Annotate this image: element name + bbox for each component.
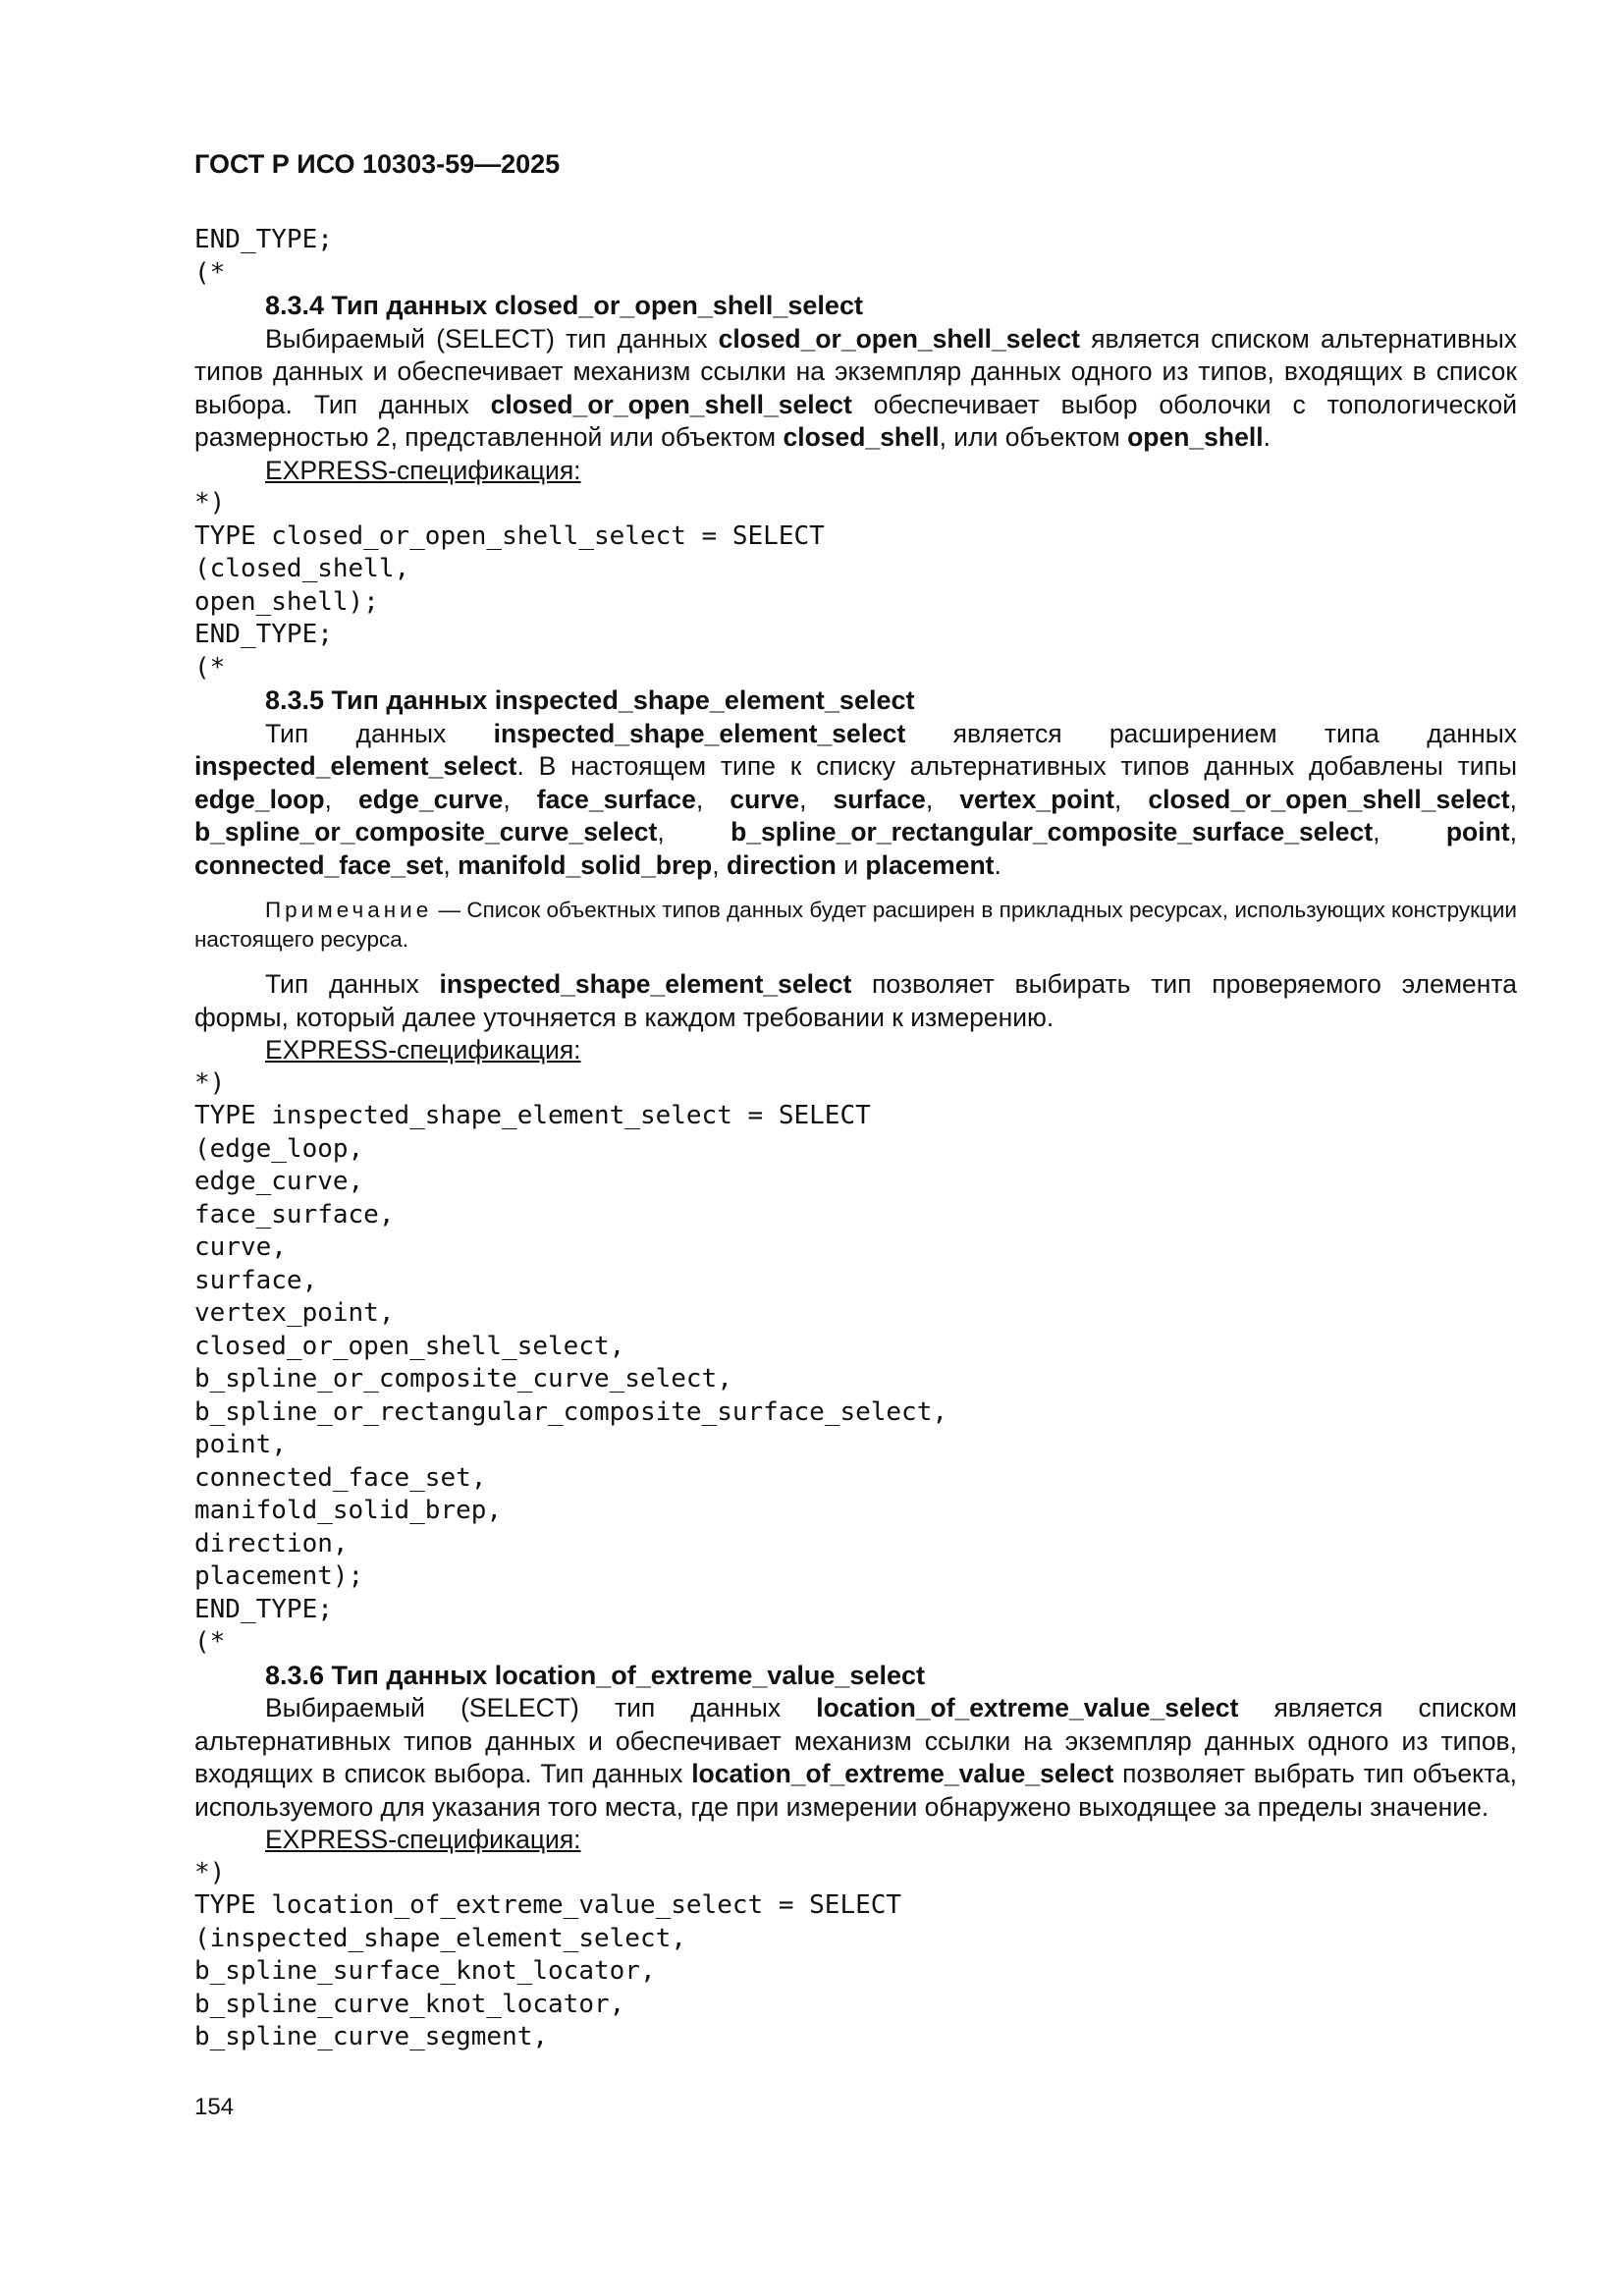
comment-close: *) — [194, 1067, 226, 1098]
express-spec-label: EXPRESS-спецификация: — [265, 1825, 581, 1854]
code-line: TYPE inspected_shape_element_select = SELECT — [194, 1101, 871, 1130]
bold-term: b_spline_or_rectangular_composite_surface_select — [730, 817, 1374, 847]
code-line: placement); — [194, 1561, 364, 1591]
bold-term: inspected_shape_element_select — [439, 969, 852, 999]
text-run: , — [443, 849, 459, 880]
code-line: manifold_solid_brep, — [194, 1496, 503, 1525]
code-line: (closed_shell, — [194, 554, 410, 583]
code-line: surface, — [194, 1265, 318, 1295]
page-content — [194, 224, 1517, 2054]
bold-term: edge_curve — [358, 784, 504, 814]
text-run: и — [836, 849, 866, 880]
code-end-type: END_TYPE; — [194, 620, 333, 649]
code-block-8-3-6 — [194, 1889, 1517, 2054]
bold-term: connected_face_set — [194, 849, 444, 880]
code-line: (inspected_shape_element_select, — [194, 1923, 686, 1953]
code-line: point, — [194, 1430, 287, 1459]
bold-term: closed_shell — [783, 422, 940, 452]
text-run: обеспечивает выбор оболочки с топологической размерностью 2, представленной или объектом — [194, 389, 1517, 452]
section-heading-8-3-6: 8.3.6 Тип данных location_of_extreme_value_select — [265, 1660, 925, 1690]
bold-term: closed_or_open_shell_select — [1148, 784, 1510, 814]
bold-term: location_of_extreme_value_select — [691, 1759, 1114, 1788]
comment-open: (* — [194, 652, 226, 683]
text-run: . — [1263, 422, 1271, 452]
express-spec-label: EXPRESS-спецификация: — [265, 1035, 581, 1065]
code-line: (edge_loop, — [194, 1133, 364, 1164]
comment-close: *) — [194, 1857, 226, 1887]
text-run: . — [994, 849, 1001, 880]
text-run: позволяет выбирать тип проверяемого элемента формы, который далее уточняется в каждом требовании к измерению. — [194, 969, 1517, 1032]
code-block-8-3-4 — [194, 520, 1517, 620]
code-line: vertex_point, — [194, 1298, 395, 1328]
note-text: — Список объектных типов данных будет расширен в прикладных ресурсах, использующих конструкции настоящего ресурса. — [194, 898, 1517, 952]
text-run: , — [695, 784, 730, 814]
code-line: open_shell); — [194, 586, 379, 617]
bold-term: b_spline_or_composite_curve_select — [194, 817, 658, 847]
paragraph-8-3-5-second — [194, 968, 1517, 1034]
bold-term: closed_or_open_shell_select — [490, 389, 852, 419]
bold-term: direction — [726, 849, 837, 880]
code-line: b_spline_curve_segment, — [194, 2022, 549, 2051]
code-end-type: END_TYPE; — [194, 225, 333, 254]
bold-term: inspected_shape_element_select — [493, 718, 906, 748]
bold-term: curve — [730, 784, 800, 814]
bold-term: point — [1445, 817, 1510, 847]
comment-open: (* — [194, 257, 226, 288]
bold-term: inspected_element_select — [194, 751, 517, 781]
text-run: Тип данных — [265, 969, 440, 999]
code-line: face_surface, — [194, 1199, 395, 1230]
text-run: , — [925, 784, 960, 814]
text-run: , — [324, 784, 358, 814]
code-line: b_spline_surface_knot_locator, — [194, 1956, 656, 1986]
code-line: b_spline_or_rectangular_composite_surface_select, — [194, 1396, 948, 1427]
paragraph-8-3-6 — [194, 1692, 1517, 1824]
text-run: . В настоящем типе к списку альтернативных типов данных добавлены типы — [516, 751, 1517, 781]
paragraph-8-3-5 — [194, 718, 1517, 883]
text-run: является расширением типа данных — [905, 718, 1517, 748]
bold-term: placement — [865, 849, 995, 880]
code-line: closed_or_open_shell_select, — [194, 1331, 625, 1361]
text-run: , — [657, 817, 731, 847]
document-header: ГОСТ Р ИСО 10303-59—2025 — [194, 149, 561, 179]
comment-open: (* — [194, 1627, 226, 1657]
code-line: b_spline_or_composite_curve_select, — [194, 1364, 732, 1394]
text-run: является списком альтернативных типов данных и обеспечивает механизм ссылки на экземпляр данных одного из типов, входящих в список выбора. Тип данных — [194, 323, 1517, 419]
page-number: 154 — [194, 2094, 235, 2120]
bold-term: location_of_extreme_value_select — [816, 1693, 1239, 1722]
text-run: , или объектом — [939, 422, 1128, 452]
section-heading-8-3-5: 8.3.5 Тип данных inspected_shape_element_select — [265, 685, 915, 715]
code-line: TYPE closed_or_open_shell_select = SELECT — [194, 520, 825, 551]
code-block-8-3-5 — [194, 1100, 1517, 1594]
section-heading-8-3-4: 8.3.4 Тип данных closed_or_open_shell_select — [265, 291, 863, 320]
bold-term: manifold_solid_brep — [458, 849, 713, 880]
paragraph-8-3-4 — [194, 323, 1517, 455]
text-run: , — [1509, 817, 1517, 847]
text-run: , — [712, 849, 727, 880]
code-line: connected_face_set, — [194, 1462, 487, 1493]
text-run: Выбираемый (SELECT) тип данных — [265, 1693, 817, 1722]
code-line: b_spline_curve_knot_locator, — [194, 1989, 625, 2019]
bold-term: surface — [833, 784, 926, 814]
note — [194, 896, 1517, 955]
text-run: , — [1373, 817, 1446, 847]
code-line: edge_curve, — [194, 1167, 364, 1196]
code-line: direction, — [194, 1528, 349, 1558]
bold-term: face_surface — [536, 784, 696, 814]
text-run: , — [1509, 784, 1517, 814]
text-run: , — [1113, 784, 1149, 814]
text-run: Тип данных — [265, 718, 494, 748]
bold-term: vertex_point — [959, 784, 1114, 814]
text-run: является списком альтернативных типов данных и обеспечивает механизм ссылки на экземпляр данных одного из типов, входящих в список выбора. Тип данных — [194, 1693, 1517, 1788]
bold-term: edge_loop — [194, 784, 325, 814]
note-label: Примечание — [265, 898, 433, 922]
code-line: curve, — [194, 1232, 287, 1262]
text-run: , — [799, 784, 834, 814]
express-spec-label: EXPRESS-спецификация: — [265, 455, 581, 485]
bold-term: open_shell — [1127, 422, 1264, 452]
text-run: , — [503, 784, 537, 814]
bold-term: closed_or_open_shell_select — [718, 323, 1080, 354]
code-line: TYPE location_of_extreme_value_select = SELECT — [194, 1890, 902, 1920]
text-run: позволяет выбрать тип объекта, используемого для указания того места, где при измерении обнаружено выходящее за пределы значение. — [194, 1759, 1518, 1822]
text-run: Выбираемый (SELECT) тип данных — [265, 323, 719, 354]
comment-close: *) — [194, 488, 226, 518]
code-end-type: END_TYPE; — [194, 1594, 333, 1624]
